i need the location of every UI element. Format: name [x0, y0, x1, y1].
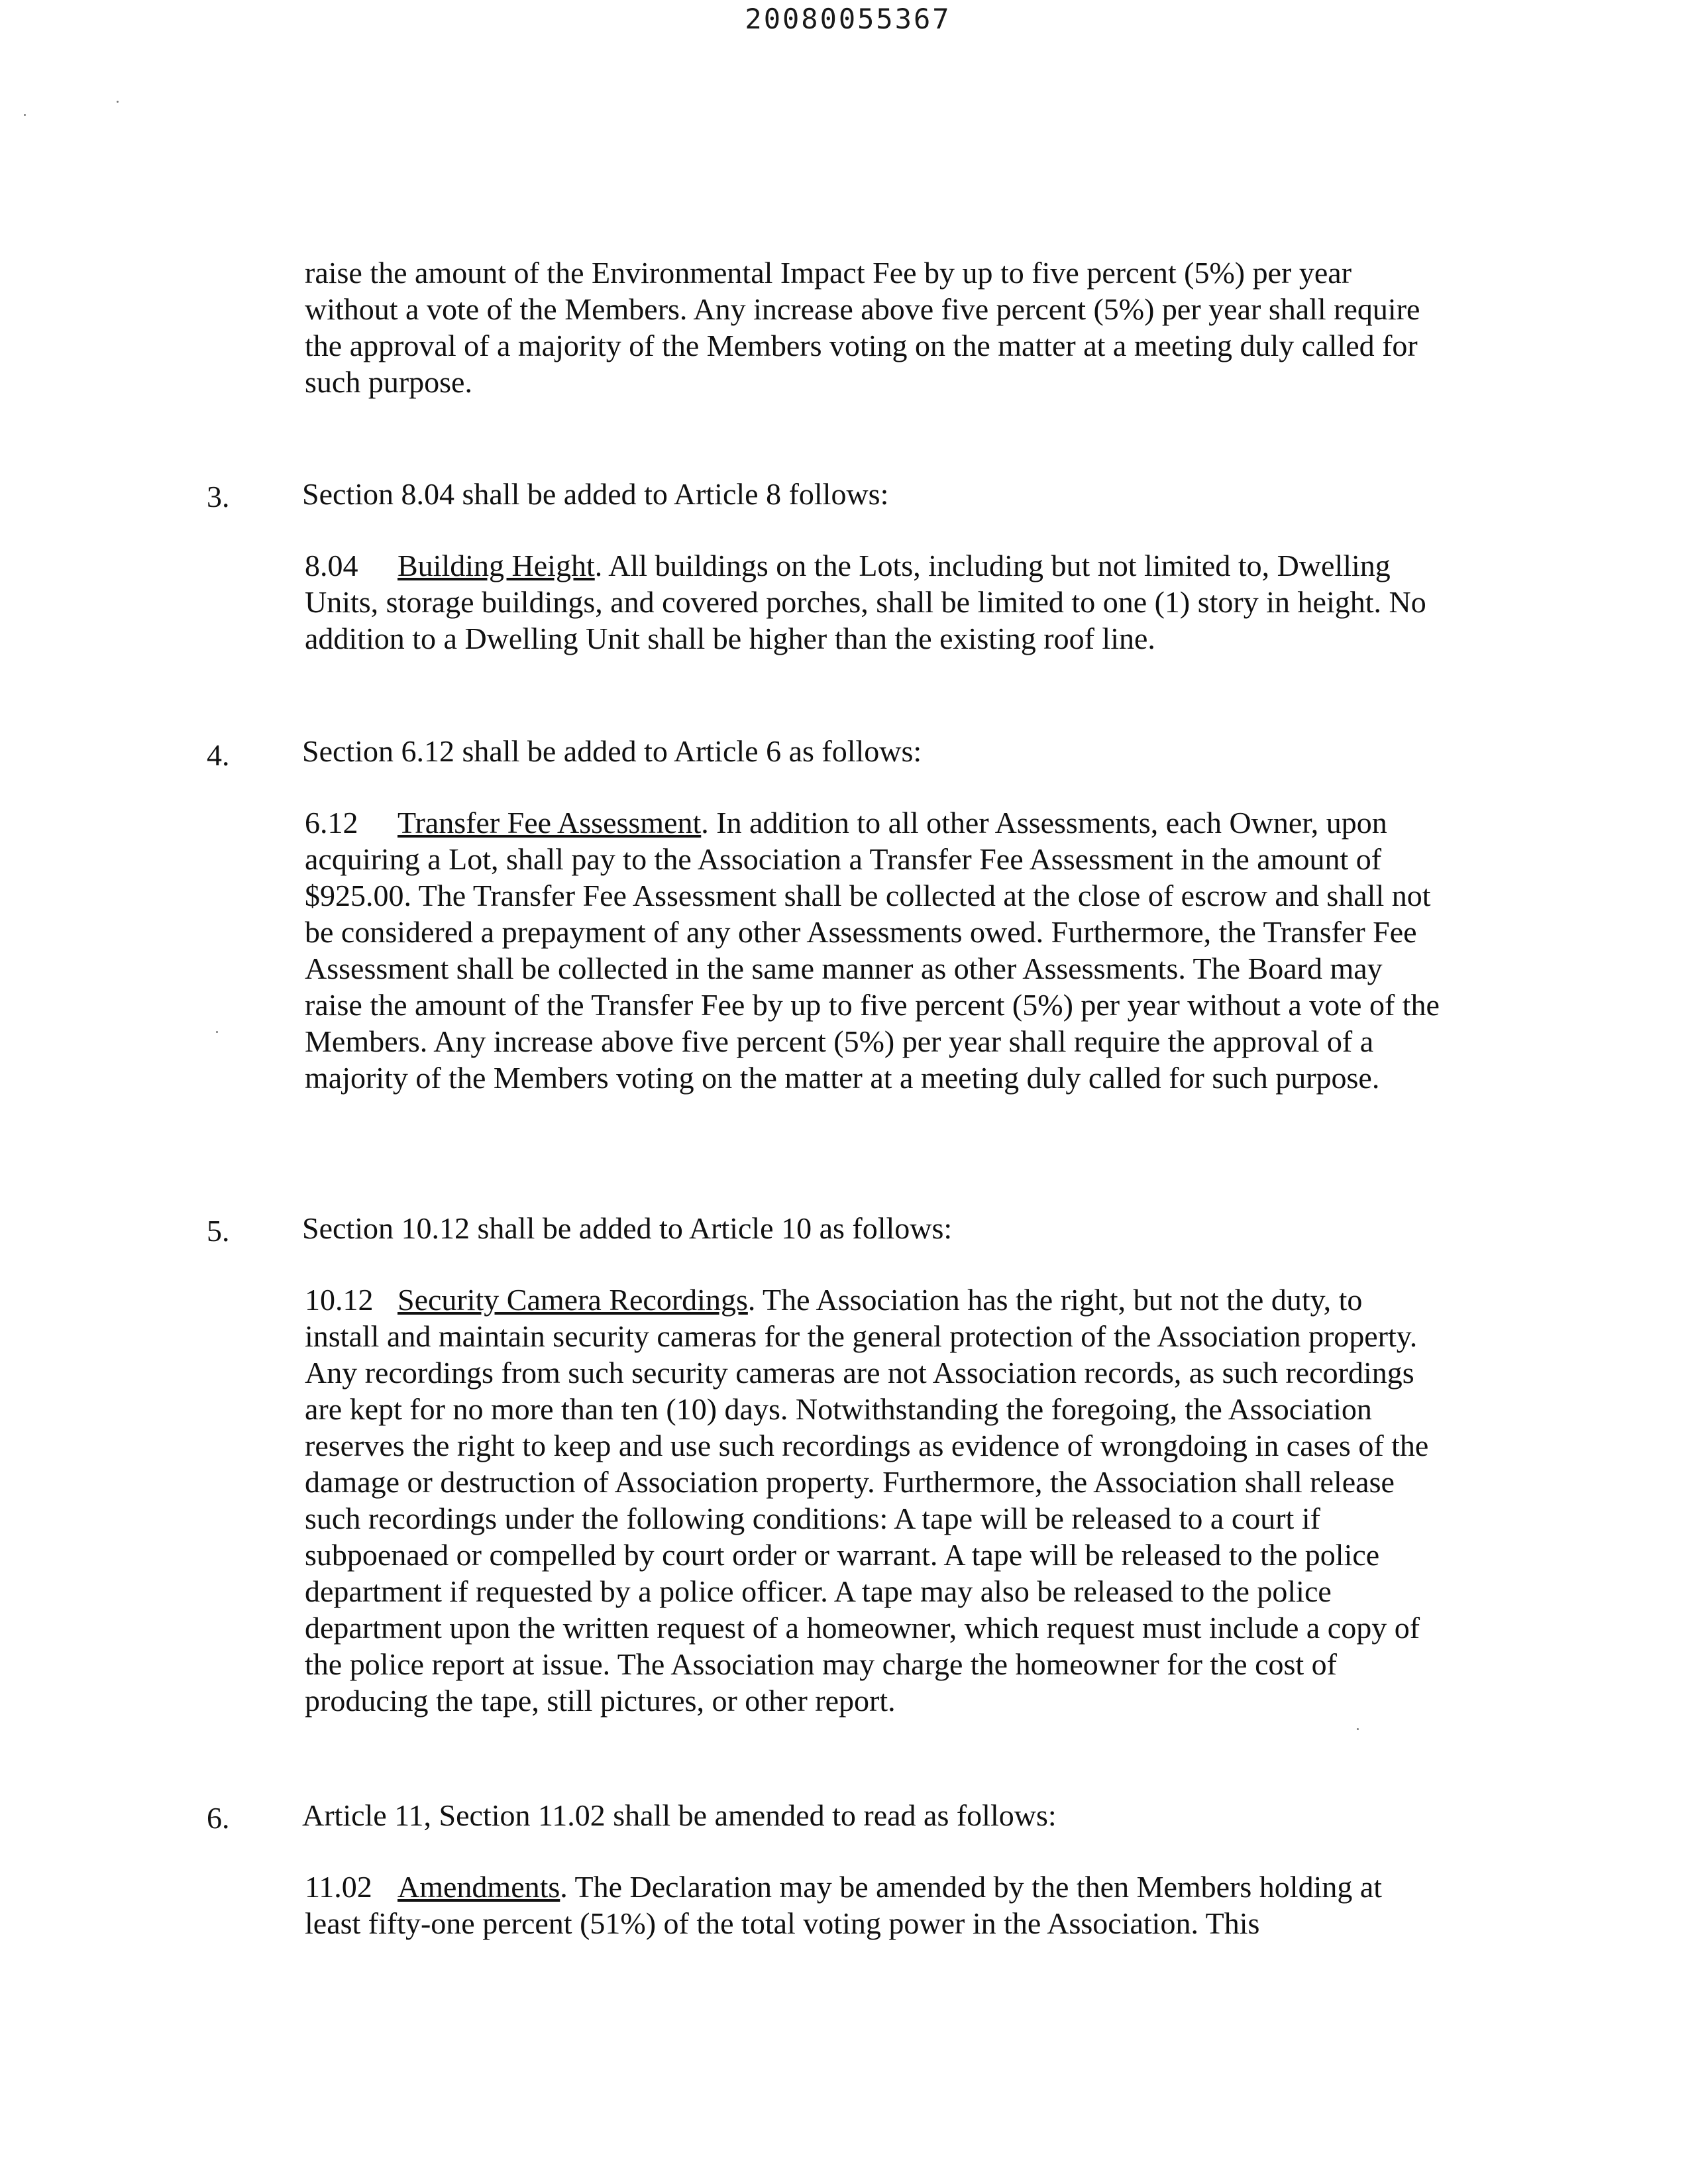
section-number: 6.12 — [305, 806, 358, 840]
scan-speck — [1357, 1728, 1359, 1730]
item-number: 6. — [207, 1801, 230, 1835]
section-number: 11.02 — [305, 1870, 372, 1904]
section-title: Building Height — [398, 549, 595, 582]
scan-speck — [24, 114, 26, 116]
section-text: . The Association has the right, but not the duty, to install and maintain security cameras for the general protection of the Association property. Any recordings from such security cameras are not Association records, as such recordings are kept for no more than ten (10) days. Notwithstanding the foregoing, the Association reserves the right to keep and use such recordings as evidence of wrongdoing in cases of the damage or destruction of Association property. Furthermore, the Association shall release such recordings under the following conditions: A tape will be released to a court if subpoenaed or compelled by court order or warrant. A tape will be released to the police department if requested by a police officer. A tape may also be released to the police department upon the written request of a homeowner, which request must include a copy of the police report at issue. The Association may charge the homeowner for the cost of producing the tape, still pictures, or other report. — [305, 1283, 1429, 1718]
section-title: Transfer Fee Assessment — [398, 806, 702, 840]
scan-speck — [117, 101, 119, 103]
section-paragraph — [305, 1282, 1444, 1719]
section-text: . The Declaration may be amended by the then Members holding at least fifty-one percent (51%) of the total voting power in the Association. This — [305, 1870, 1383, 1940]
item-number: 4. — [207, 738, 230, 772]
document-number: 20080055367 — [745, 3, 951, 35]
section-number: 8.04 — [305, 549, 358, 582]
section-paragraph — [305, 547, 1444, 657]
item-heading: Article 11, Section 11.02 shall be amended to read as follows: — [302, 1798, 1057, 1832]
section-paragraph — [305, 804, 1444, 1096]
section-text: . All buildings on the Lots, including but not limited to, Dwelling Units, storage buildings, and covered porches, shall be limited to one (1) story in height. No addition to a Dwelling Unit shall be higher than the existing roof line. — [305, 549, 1426, 655]
section-title: Amendments — [398, 1870, 560, 1904]
item-heading: Section 6.12 shall be added to Article 6 as follows: — [302, 734, 922, 768]
section-text: . In addition to all other Assessments, each Owner, upon acquiring a Lot, shall pay to the Association a Transfer Fee Assessment in the amount of $925.00. The Transfer Fee Assessment shall be collected at the close of escrow and shall not be considered a prepayment of any other Assessments owed. Furthermore, the Transfer Fee Assessment shall be collected in the same manner as other Assessments. The Board may raise the amount of the Transfer Fee by up to five percent (5%) per year without a vote of the Members. Any increase above five percent (5%) per year shall require the approval of a majority of the Members voting on the matter at a meeting duly called for such purpose. — [305, 806, 1440, 1095]
item-number: 5. — [207, 1214, 230, 1248]
scan-speck — [216, 1031, 218, 1033]
intro-paragraph: raise the amount of the Environmental Impact Fee by up to five percent (5%) per year without a vote of the Members. Any increase above five percent (5%) per year shall require the approval of a majority of the Members voting on the matter at a meeting duly called for such purpose. — [305, 256, 1420, 399]
section-paragraph — [305, 1869, 1444, 1941]
item-number: 3. — [207, 480, 230, 514]
item-heading: Section 8.04 shall be added to Article 8 follows: — [302, 477, 889, 511]
section-number: 10.12 — [305, 1283, 374, 1317]
item-heading: Section 10.12 shall be added to Article 10 as follows: — [302, 1211, 953, 1245]
section-title: Security Camera Recordings — [398, 1283, 748, 1317]
